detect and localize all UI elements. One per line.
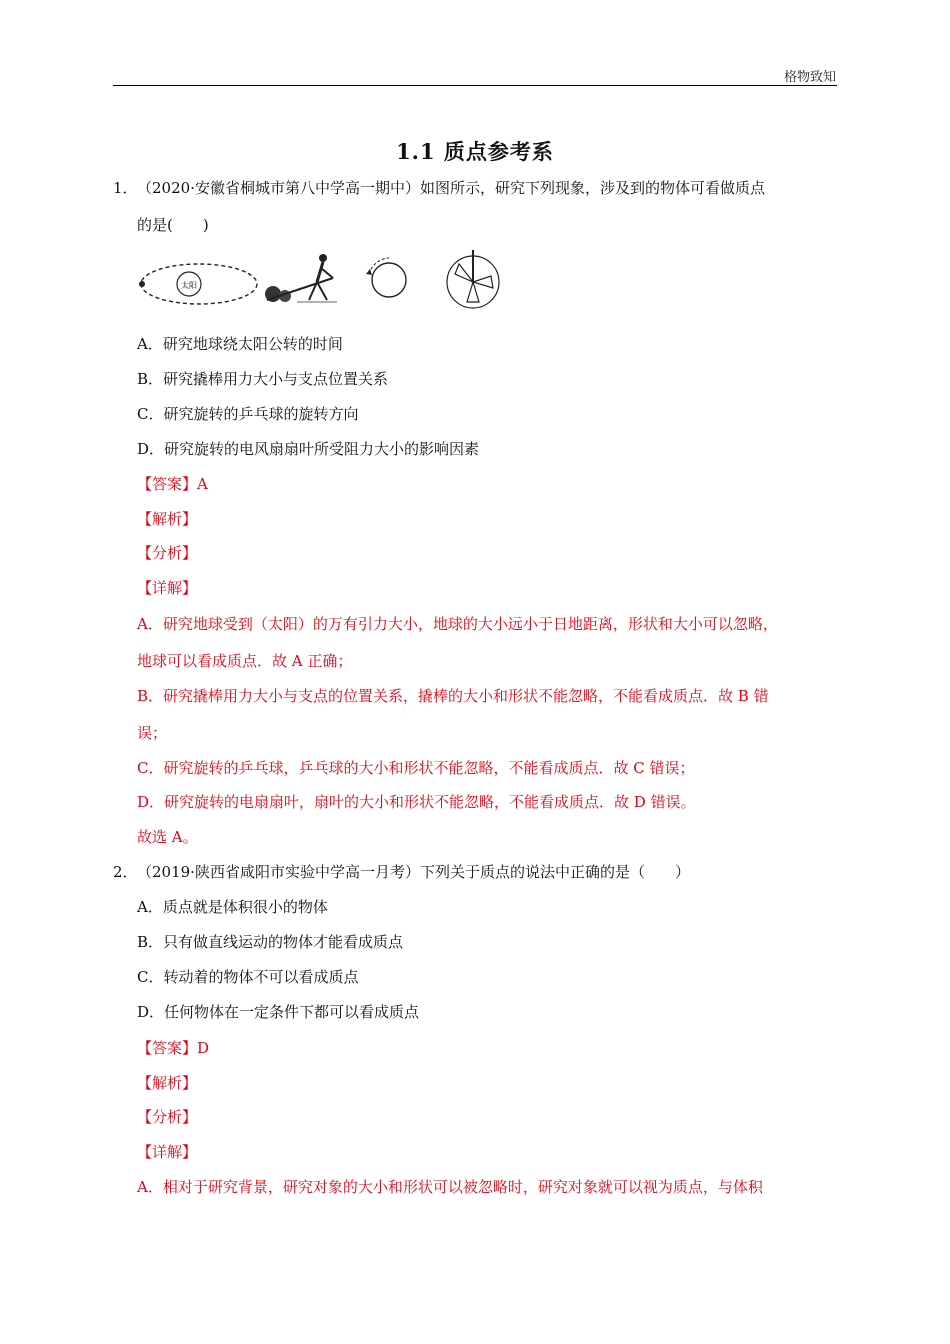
lever-figure <box>265 254 337 302</box>
q2-fenxi-label: 【分析】 <box>137 1108 198 1126</box>
fan-blade <box>455 264 473 282</box>
q1-answer: 【答案】A <box>137 475 208 493</box>
q2-detail-label: 【详解】 <box>137 1143 198 1161</box>
q1-detail-line: C．研究旋转的乒乓球，乒乓球的大小和形状不能忽略，不能看成质点．故 C 错误； <box>137 759 695 777</box>
q1-option-b: B．研究撬棒用力大小与支点位置关系 <box>137 370 389 388</box>
q1-detail-line: B．研究撬棒用力大小与支点的位置关系，撬棒的大小和形状不能忽略，不能看成质点．故 B 错 <box>137 687 769 705</box>
q1-detail-label: 【详解】 <box>137 579 198 597</box>
q1-stem-line2: 的是( ) <box>137 216 209 234</box>
q1-number: 1． <box>113 179 138 197</box>
q1-detail-line: 地球可以看成质点．故 A 正确； <box>137 652 353 670</box>
q1-detail-line: A．研究地球受到（太阳）的万有引力大小，地球的大小远小于日地距离，形状和大小可以忽略， <box>137 615 778 633</box>
q2-detail-line: A．相对于研究背景，研究对象的大小和形状可以被忽略时，研究对象就可以视为质点，与体积 <box>137 1178 763 1196</box>
earth-dot <box>139 281 145 287</box>
fan-figure <box>447 250 499 308</box>
q2-number: 2． <box>113 863 138 881</box>
ping-pong-figure <box>366 258 406 297</box>
q1-detail-line: 误； <box>137 724 168 742</box>
q1-fenxi-label: 【分析】 <box>137 544 198 562</box>
q1-option-c: C．研究旋转的乒乓球的旋转方向 <box>137 405 359 423</box>
q1-detail-line: D．研究旋转的电扇扇叶，扇叶的大小和形状不能忽略，不能看成质点．故 D 错误。 <box>137 793 696 811</box>
q1-option-a: A．研究地球绕太阳公转的时间 <box>137 335 343 353</box>
q1-stem-line1: （2020·安徽省桐城市第八中学高一期中）如图所示，研究下列现象，涉及到的物体可看做质点 <box>137 179 765 197</box>
q2-option-a: A．质点就是体积很小的物体 <box>137 898 328 916</box>
q2-option-d: D．任何物体在一定条件下都可以看成质点 <box>137 1003 420 1021</box>
q1-conclusion: 故选 A。 <box>137 828 198 846</box>
header-text: 格物致知 <box>783 70 836 85</box>
person-head <box>319 254 327 262</box>
q1-option-d: D．研究旋转的电风扇扇叶所受阻力大小的影响因素 <box>137 440 480 458</box>
sun-label: 太阳 <box>181 281 197 290</box>
q2-answer: 【答案】D <box>137 1039 210 1057</box>
sun-orbit-figure <box>139 264 257 304</box>
q2-stem: （2019·陕西省咸阳市实验中学高一月考）下列关于质点的说法中正确的是（ ） <box>137 863 690 881</box>
q1-figure <box>137 250 507 310</box>
q1-analysis-label: 【解析】 <box>137 510 198 528</box>
header-rule <box>113 85 837 86</box>
q2-option-c: C．转动着的物体不可以看成质点 <box>137 968 359 986</box>
ball-circle <box>372 263 406 297</box>
page-title: 1.1 质点参考系 <box>396 139 554 164</box>
q2-option-b: B．只有做直线运动的物体才能看成质点 <box>137 933 404 951</box>
q2-analysis-label: 【解析】 <box>137 1074 198 1092</box>
